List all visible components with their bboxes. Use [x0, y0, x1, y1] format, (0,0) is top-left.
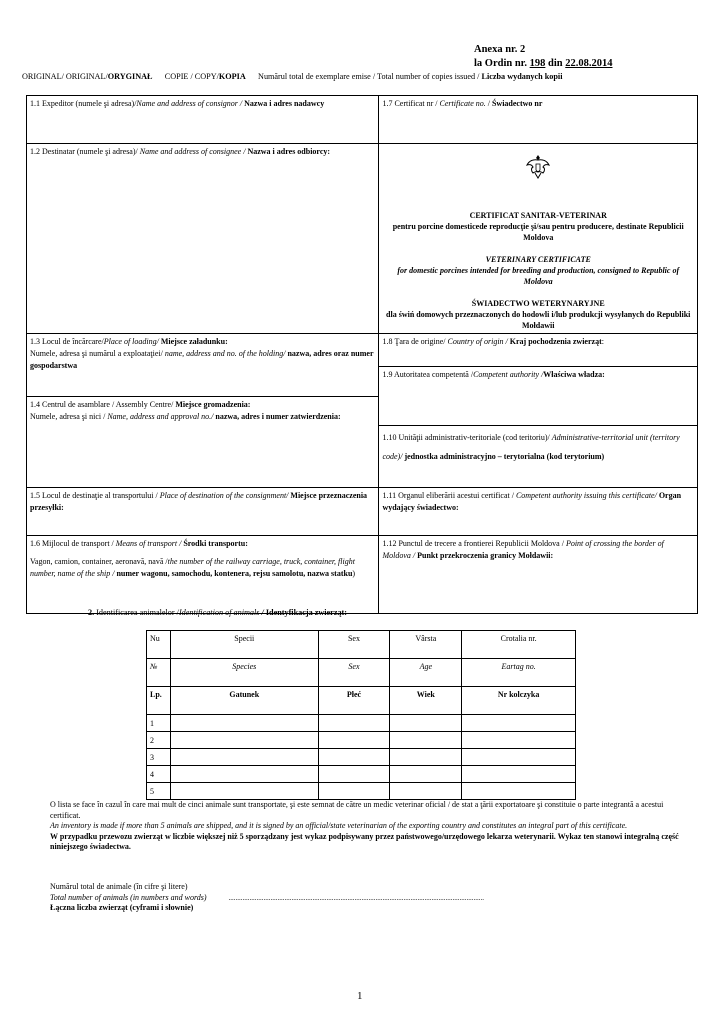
note-ro: O lista se face în cazul în care mai mult de cinci animale sunt transportate, şi este semnat de către un medic veterinar oficial / de stat a ţării exportatoare şi constituie o parte integrantă a acestui certificat.: [50, 800, 664, 820]
order-reference: la Ordin nr. 198 din 22.08.2014: [474, 58, 613, 69]
total-input-line[interactable]: ..................................................................................................................................................: [228, 893, 485, 902]
order-number: 198: [529, 58, 546, 69]
cell-consignor[interactable]: 1.1 Expeditor (numele şi adresa)/Name and address of consignor / Nazwa i adres nadawcy: [27, 96, 379, 144]
cell-assembly-centre[interactable]: 1.4 Centrul de asamblare / Assembly Centre/ Miejsce gromadzenia: Numele, adresa şi nici / Name, address and approval no./ nazwa, adres i numer zatwierdzenia:: [27, 397, 379, 488]
cert-title-pl: ŚWIADECTWO WETERYNARYJNE dla świń domowych przeznaczonych do hodowli i/lub produkcji wysyłanych do Republiki Mołdawii: [386, 299, 691, 330]
total-animals-block: [50, 882, 690, 914]
cell-administrative-unit[interactable]: 1.10 Unităţii administrativ-teritoriale (cod teritoriu)/ Administrative-territorial unit (territory code)/ jednostka administracyjno – terytorialna (kod terytorium): [379, 426, 698, 488]
cell-issuing-authority[interactable]: 1.11 Organul eliberării acestui certificat / Competent authority issuing this certificate/ Organ wydający świadectwo:: [379, 488, 698, 536]
inventory-notes: [50, 800, 690, 853]
cell-destination[interactable]: 1.5 Locul de destinaţie al transportului / Place of destination of the consignment/ Miejsce przeznaczenia przesyłki:: [27, 488, 379, 536]
animals-header-pl: Lp. Gatunek Płeć Wiek Nr kolczyka: [147, 687, 576, 715]
certificate-part-1-table: [26, 95, 698, 614]
table-row: 2: [147, 732, 576, 749]
page-number: 1: [357, 990, 363, 1002]
order-date: 22.08.2014: [565, 58, 613, 69]
animals-header-en: № Species Sex Age Eartag no.: [147, 659, 576, 687]
cell-means-of-transport[interactable]: 1.6 Mijlocul de transport / Means of transport / Środki transportu: Vagon, camion, container, aeronavă, navă /the number of the railway carriage, truck, container, flight number, name of the ship / numer wagonu, samochodu, kontenera, rejsu samolotu, nazwa statku): [27, 536, 379, 614]
total-label-ro: Numărul total de animale (în cifre şi litere): [50, 882, 188, 891]
copy-type-line: ORIGINAL/ ORIGINAL/ORYGINAŁ COPIE / COPY/KOPIA Numărul total de exemplare emise / Total number of copies issued / Liczba wydanych kopii: [22, 72, 563, 81]
table-row: 4: [147, 766, 576, 783]
table-row: 1: [147, 715, 576, 732]
coat-of-arms-icon: [525, 152, 551, 180]
annex-number: Anexa nr. 2: [474, 44, 526, 55]
cell-competent-authority[interactable]: 1.9 Autoritatea competentă /Competent authority /Właściwa władza:: [379, 367, 698, 426]
note-pl: W przypadku przewozu zwierząt w liczbie większej niż 5 sporządzany jest wykaz podpisywany przez państwowego/urzędowego lekarza weterynarii. Wykaz ten stanowi integralną część niniejszego świadectwa.: [50, 831, 679, 851]
cell-certificate-title: [379, 144, 698, 334]
cell-place-of-loading[interactable]: 1.3 Locul de încărcare/Place of loading/ Miejsce załadunku: Numele, adresa şi numărul a exploataţiei/ name, address and no. of the holding/ nazwa, adres oraz numer gospodarstwa: [27, 334, 379, 397]
cell-consignee[interactable]: 1.2 Destinatar (numele şi adresa)/ Name and address of consignee / Nazwa i adres odbiorcy:: [27, 144, 379, 334]
animals-section-heading: 2. Identificarea animalelor /Identification of animals / Identyfikacja zwierząt:: [88, 608, 347, 617]
cert-title-ro: CERTIFICAT SANITAR-VETERINAR pentru porcine domesticede reproducţie şi/sau pentru producere, destinate Republicii Moldova: [392, 211, 684, 242]
animals-table: [146, 630, 576, 800]
cell-country-of-origin[interactable]: 1.8 Ţara de origine/ Country of origin / Kraj pochodzenia zwierząt:: [379, 334, 698, 367]
note-en: An inventory is made if more than 5 animals are shipped, and it is signed by an official/state veterinarian of the exporting country and constitutes an integral part of this certificate.: [50, 821, 628, 830]
animals-header-ro: Nu Specii Sex Vârsta Crotalia nr.: [147, 631, 576, 659]
total-label-pl: Łączna liczba zwierząt (cyframi i słownie): [50, 903, 194, 912]
total-label-en: Total number of animals (in numbers and words): [50, 892, 207, 902]
table-row: 5: [147, 783, 576, 800]
cell-border-crossing[interactable]: 1.12 Punctul de trecere a frontierei Republicii Moldova / Point of crossing the border of Moldova / Punkt przekroczenia granicy Mołdawii:: [379, 536, 698, 614]
cert-title-en: VETERINARY CERTIFICATE for domestic porcines intended for breeding and production, consigned to Republic of Moldova: [397, 255, 680, 286]
cell-certificate-number[interactable]: 1.7 Certificat nr / Certificate no. / Świadectwo nr: [379, 96, 698, 144]
annex-header: [474, 43, 613, 71]
table-row: 3: [147, 749, 576, 766]
